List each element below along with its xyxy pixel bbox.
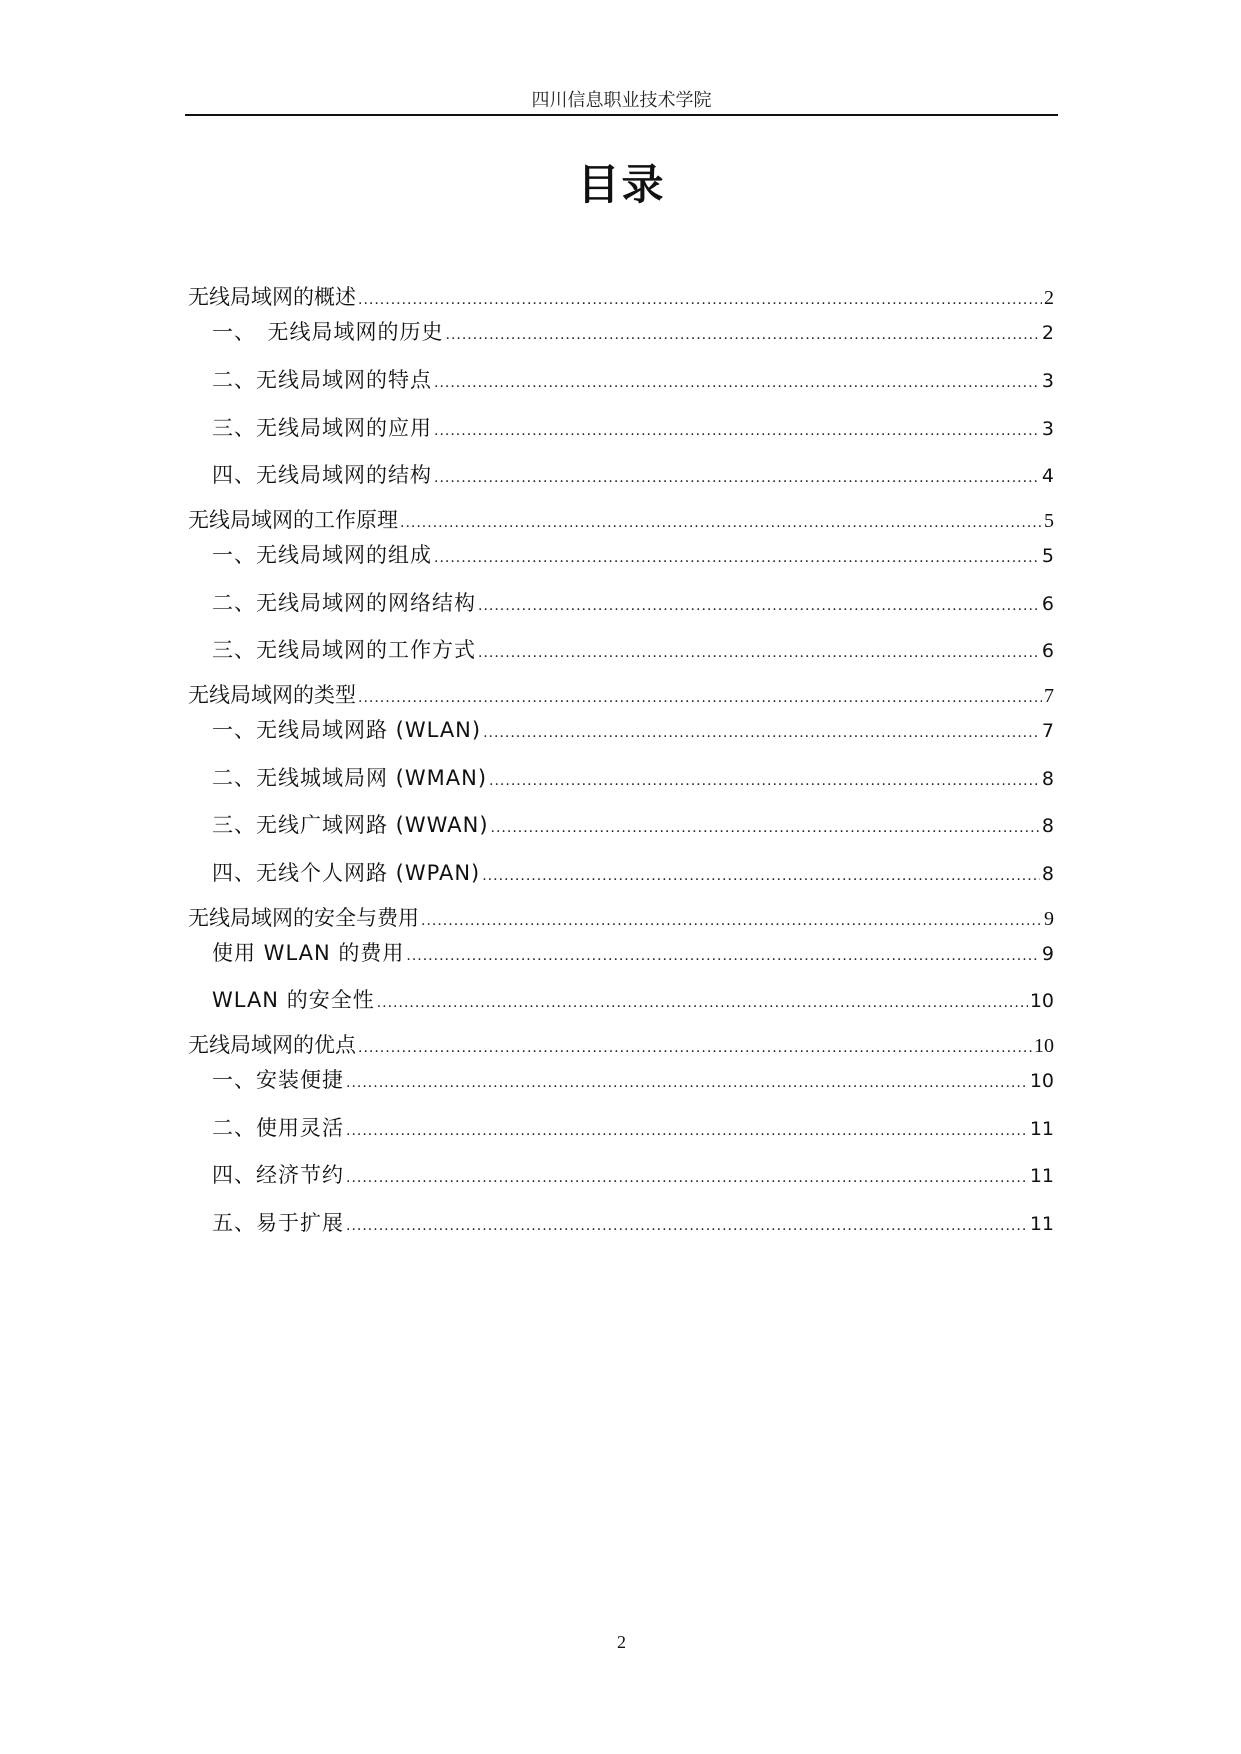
toc-entry-page: 2 bbox=[1044, 287, 1054, 309]
toc-entry-page: 3 bbox=[1041, 418, 1054, 440]
toc-leader bbox=[434, 375, 1040, 391]
toc-entry-text: 四、无线局域网的结构 bbox=[212, 463, 432, 487]
toc-entry[interactable] bbox=[188, 281, 1054, 311]
toc-entry[interactable] bbox=[212, 1207, 1054, 1237]
toc-entry-page: 6 bbox=[1041, 593, 1054, 615]
toc-entry[interactable] bbox=[212, 809, 1054, 839]
toc-entry[interactable] bbox=[188, 902, 1054, 932]
toc-leader bbox=[491, 820, 1040, 836]
toc-entry-text: 一、无线局域网的组成 bbox=[212, 543, 432, 567]
toc-leader bbox=[377, 995, 1028, 1011]
toc-entry-text: 四、无线个人网路 (WPAN) bbox=[212, 861, 481, 885]
page-header: 四川信息职业技术学院 bbox=[531, 90, 712, 111]
toc-entry-text: 三、无线局域网的工作方式 bbox=[212, 638, 476, 662]
toc-entry[interactable] bbox=[212, 1159, 1054, 1189]
toc-entry-page: 11 bbox=[1029, 1165, 1054, 1187]
toc-entry-text: 无线局域网的类型 bbox=[188, 683, 356, 707]
toc-leader bbox=[400, 515, 1042, 531]
toc-leader bbox=[358, 292, 1042, 308]
toc-entry[interactable] bbox=[212, 587, 1054, 617]
toc-entry-page: 10 bbox=[1029, 1070, 1054, 1092]
toc-entry-text: 一、安装便捷 bbox=[212, 1068, 344, 1092]
toc-entry-page: 4 bbox=[1041, 465, 1054, 487]
toc-entry[interactable] bbox=[212, 1112, 1054, 1142]
toc-entry[interactable] bbox=[212, 634, 1054, 664]
toc-leader bbox=[434, 423, 1040, 439]
toc-entry[interactable] bbox=[212, 539, 1054, 569]
toc-entry-page: 7 bbox=[1044, 685, 1054, 707]
toc-leader bbox=[358, 1040, 1032, 1056]
toc-entry-text: 无线局域网的优点 bbox=[188, 1033, 356, 1057]
toc-entry-page: 11 bbox=[1029, 1118, 1054, 1140]
toc-entry-page: 6 bbox=[1041, 640, 1054, 662]
toc-entry-page: 8 bbox=[1041, 768, 1054, 790]
toc-entry-page: 8 bbox=[1041, 863, 1054, 885]
toc-entry[interactable] bbox=[188, 679, 1054, 709]
toc-entry-text: 三、无线广域网路 (WWAN) bbox=[212, 813, 489, 837]
toc-entry-text: 一、无线局域网路 (WLAN) bbox=[212, 718, 482, 742]
toc-leader bbox=[421, 913, 1042, 929]
toc-leader bbox=[446, 327, 1040, 343]
toc-entry[interactable] bbox=[188, 504, 1054, 534]
toc-entry[interactable] bbox=[212, 459, 1054, 489]
toc-entry-text: 无线局域网的工作原理 bbox=[188, 508, 398, 532]
toc-entry-page: 5 bbox=[1041, 545, 1054, 567]
table-of-contents bbox=[188, 0, 1054, 1300]
toc-entry-text: 使用 WLAN 的费用 bbox=[212, 941, 405, 965]
toc-leader bbox=[483, 725, 1040, 741]
toc-leader bbox=[434, 550, 1040, 566]
toc-entry-page: 5 bbox=[1044, 510, 1054, 532]
toc-leader bbox=[346, 1123, 1028, 1139]
toc-entry-page: 9 bbox=[1041, 943, 1054, 965]
toc-entry-page: 3 bbox=[1041, 370, 1054, 392]
toc-entry-text: 四、经济节约 bbox=[212, 1163, 344, 1187]
toc-title: 目录 bbox=[577, 160, 666, 209]
toc-entry-text: 一、 无线局域网的历史 bbox=[212, 320, 444, 344]
toc-entry-page: 11 bbox=[1029, 1213, 1054, 1235]
toc-entry-page: 10 bbox=[1029, 990, 1054, 1012]
toc-entry-page: 9 bbox=[1044, 908, 1054, 930]
toc-leader bbox=[346, 1075, 1028, 1091]
toc-entry-text: WLAN 的安全性 bbox=[212, 988, 375, 1012]
toc-leader bbox=[406, 948, 1040, 964]
toc-entry-text: 无线局域网的安全与费用 bbox=[188, 906, 419, 930]
toc-entry[interactable] bbox=[212, 762, 1054, 792]
toc-entry[interactable] bbox=[212, 937, 1054, 967]
toc-entry[interactable] bbox=[212, 857, 1054, 887]
toc-entry[interactable] bbox=[212, 412, 1054, 442]
toc-entry[interactable] bbox=[212, 316, 1054, 346]
toc-entry[interactable] bbox=[212, 1064, 1054, 1094]
toc-leader bbox=[346, 1170, 1028, 1186]
toc-entry-text: 二、使用灵活 bbox=[212, 1116, 344, 1140]
toc-entry-text: 二、无线局域网的特点 bbox=[212, 368, 432, 392]
toc-leader bbox=[434, 470, 1040, 486]
toc-entry-text: 无线局域网的概述 bbox=[188, 285, 356, 309]
toc-entry-text: 三、无线局域网的应用 bbox=[212, 416, 432, 440]
toc-leader bbox=[358, 690, 1042, 706]
toc-entry[interactable] bbox=[212, 714, 1054, 744]
toc-entry[interactable] bbox=[212, 984, 1054, 1014]
toc-entry-page: 8 bbox=[1041, 815, 1054, 837]
toc-entry-text: 二、无线局域网的网络结构 bbox=[212, 591, 476, 615]
toc-entry-page: 2 bbox=[1041, 322, 1054, 344]
page-number: 2 bbox=[617, 1632, 626, 1652]
toc-leader bbox=[478, 598, 1040, 614]
toc-entry[interactable] bbox=[212, 364, 1054, 394]
toc-entry-page: 7 bbox=[1041, 720, 1054, 742]
toc-entry-text: 五、易于扩展 bbox=[212, 1211, 344, 1235]
toc-entry-page: 10 bbox=[1034, 1035, 1054, 1057]
toc-entry[interactable] bbox=[188, 1029, 1054, 1059]
toc-leader bbox=[482, 868, 1040, 884]
toc-leader bbox=[489, 773, 1040, 789]
toc-leader bbox=[346, 1218, 1028, 1234]
toc-leader bbox=[478, 645, 1040, 661]
toc-entry-text: 二、无线城域局网 (WMAN) bbox=[212, 766, 488, 790]
